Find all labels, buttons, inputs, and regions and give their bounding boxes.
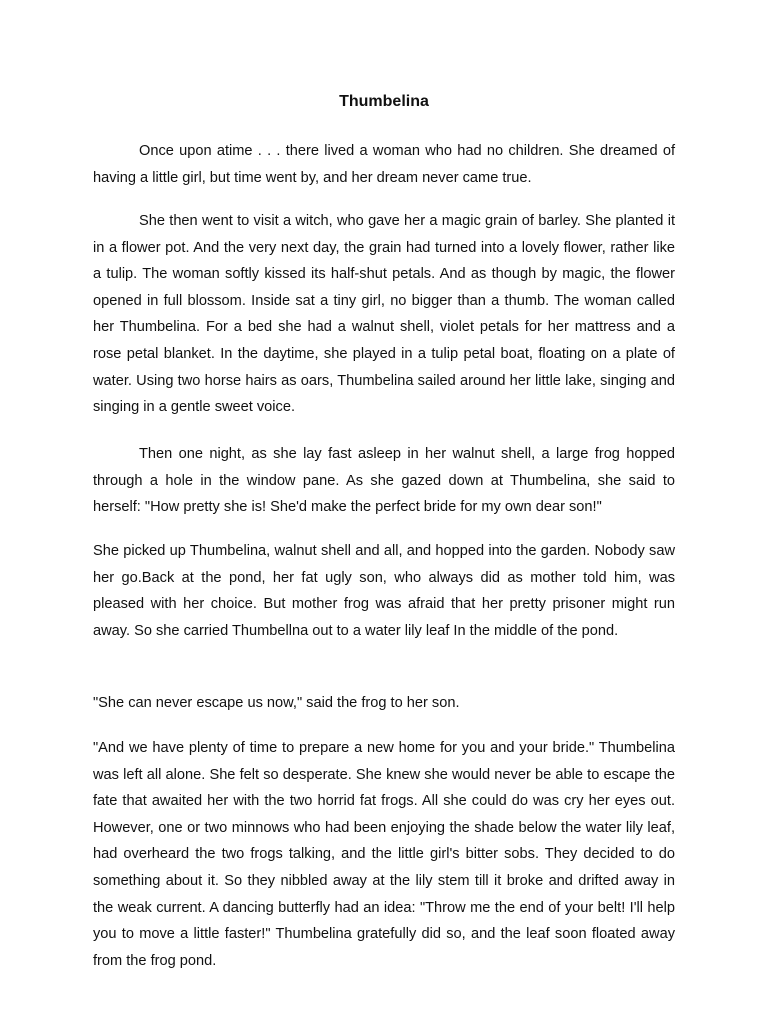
paragraph-2: She then went to visit a witch, who gave her a magic grain of barley. She planted it in a flower pot. And the very next day, the grain had turned into a lovely flower, rather like a tulip. The woman softly kissed its half-shut petals. And as though by magic, the flower opened in full blossom. Inside sat a tiny girl, no bigger than a thumb. The woman called her Thumbelina. For a bed she had a walnut shell, violet petals for her mattress and a rose petal blanket. In the daytime, she played in a tulip petal boat, floating on a plate of water. Using two horse hairs as oars, Thumbelina sailed around her little lake, singing and singing in a gentle sweet voice. (93, 213, 675, 416)
paragraph-4: She picked up Thumbelina, walnut shell and all, and hopped into the garden. Nobody saw her go.Back at the pond, her fat ugly son, who always did as mother told him, was pleased with her choice. But mother frog was afraid that her pretty prisoner might run away. So she carried Thumbellna out to a water lily leaf In the middle of the pond. (93, 543, 675, 639)
paragraph-5: "She can never escape us now," said the frog to her son. (93, 695, 460, 711)
paragraph-1: Once upon atime . . . there lived a woman who had no children. She dreamed of having a little girl, but time went by, and her dream never came true. (93, 143, 675, 186)
paragraph-6: "And we have plenty of time to prepare a new home for you and your bride." Thumbelina was left all alone. She felt so desperate. She knew she would never be able to escape the fate that awaited her with the two horrid fat frogs. All she could do was cry her eyes out. However, one or two minnows who had been enjoying the shade below the water lily leaf, had overheard the two frogs talking, and the little girl's bitter sobs. They decided to do something about it. So they nibbled away at the lily stem till it broke and drifted away in the weak current. A dancing butterfly had an idea: "Throw me the end of your belt! I'll help you to move a little faster!" Thumbelina gratefully did so, and the leaf soon floated away from the frog pond. (93, 740, 675, 969)
document-title: Thumbelina (339, 93, 429, 110)
paragraph-3: Then one night, as she lay fast asleep in her walnut shell, a large frog hopped through a hole in the window pane. As she gazed down at Thumbelina, she said to herself: "How pretty she is! She'd make the perfect bride for my own dear son!" (93, 446, 675, 516)
